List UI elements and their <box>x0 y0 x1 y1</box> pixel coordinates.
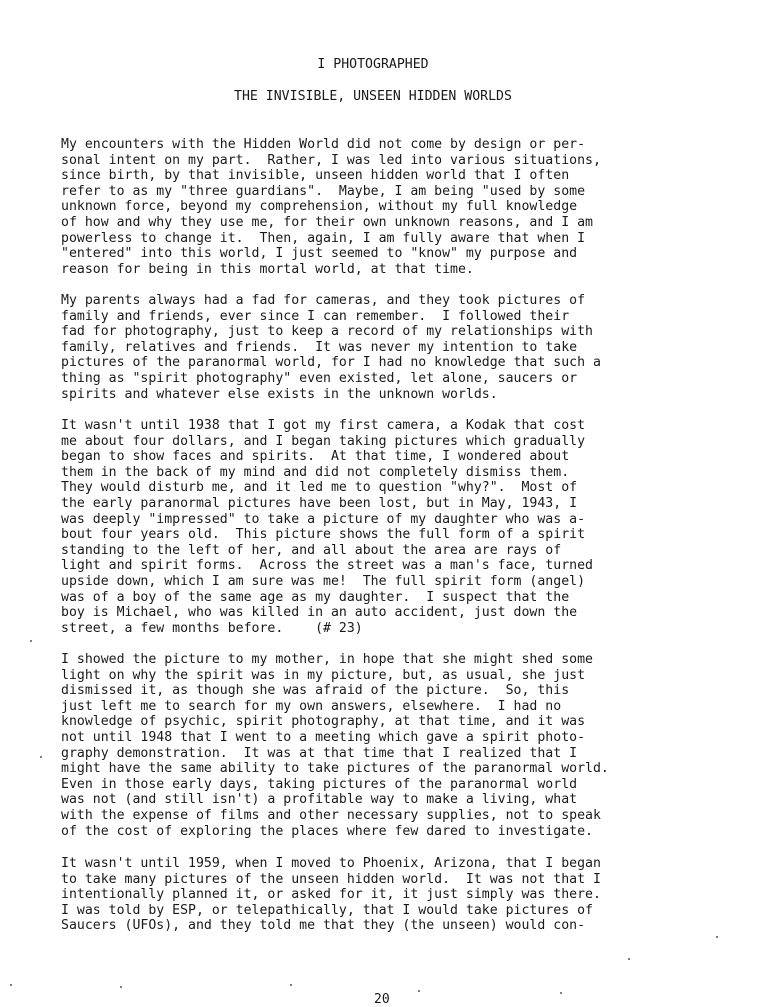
scan-speck <box>120 986 122 988</box>
paragraph-4 <box>61 652 609 839</box>
paragraph-3 <box>61 418 593 636</box>
text-line: "entered" into this world, I just seemed to "know" my purpose and <box>61 246 578 262</box>
text-line: spirits and whatever else exists in the unknown worlds. <box>61 386 498 402</box>
text-line: family, relatives and friends. It was never my intention to take <box>61 339 578 355</box>
scan-speck <box>716 936 718 938</box>
text-line: me about four dollars, and I began taking pictures which gradually <box>61 433 586 449</box>
text-line: I was told by ESP, or telepathically, that I would take pictures of <box>61 902 593 918</box>
scan-speck <box>10 984 12 986</box>
text-line: sonal intent on my part. Rather, I was led into various situations, <box>61 152 601 168</box>
text-line: graphy demonstration. It was at that time that I realized that I <box>61 745 578 761</box>
text-line: powerless to change it. Then, again, I am fully aware that when I <box>61 230 586 246</box>
text-line: the early paranormal pictures have been lost, but in May, 1943, I <box>61 495 578 511</box>
text-line: dismissed it, as though she was afraid of the picture. So, this <box>61 683 570 699</box>
text-line: boy is Michael, who was killed in an auto accident, just down the <box>61 605 578 621</box>
text-line: knowledge of psychic, spirit photography, at that time, and it was <box>61 714 586 730</box>
text-line: unknown force, beyond my comprehension, without my full knowledge <box>61 199 578 215</box>
text-line: them in the back of my mind and did not completely dismiss them. <box>61 464 570 480</box>
text-line: light and spirit forms. Across the street was a man's face, turned <box>61 558 593 574</box>
text-line: upside down, which I am sure was me! The full spirit form (angel) <box>61 573 586 589</box>
scan-speck <box>290 984 292 986</box>
scan-speck <box>560 992 562 994</box>
text-line: thing as "spirit photography" even existed, let alone, saucers or <box>61 370 578 386</box>
scan-speck <box>40 756 42 758</box>
text-line: They would disturb me, and it led me to question "why?". Most of <box>61 480 578 496</box>
text-line: Even in those early days, taking pictures of the paranormal world <box>61 776 578 792</box>
paragraph-1 <box>61 137 601 277</box>
text-line: I showed the picture to my mother, in hope that she might shed some <box>61 652 593 667</box>
paragraph-5 <box>61 856 601 934</box>
text-line: was of a boy of the same age as my daughter. I suspect that the <box>61 589 570 605</box>
text-line: to take many pictures of the unseen hidden world. It was not that I <box>61 871 601 887</box>
text-line: was not (and still isn't) a profitable way to make a living, what <box>61 792 578 808</box>
text-line: might have the same ability to take pictures of the paranormal world. <box>61 761 609 777</box>
scan-speck <box>628 958 630 960</box>
text-line: just left me to search for my own answers, elsewhere. I had no <box>61 698 562 714</box>
scan-speck <box>418 990 420 992</box>
text-line: street, a few months before. (# 23) <box>61 620 363 636</box>
text-line: My parents always had a fad for cameras, and they took pictures of <box>61 293 586 308</box>
text-line: with the expense of films and other necessary supplies, not to speak <box>61 807 601 823</box>
text-line: was deeply "impressed" to take a picture of my daughter who was a- <box>61 511 586 527</box>
page-title: I PHOTOGRAPHED <box>317 57 429 72</box>
text-line: standing to the left of her, and all about the area are rays of <box>61 542 562 558</box>
text-line: intentionally planned it, or asked for it, it just simply was there. <box>61 887 601 903</box>
page-subtitle: THE INVISIBLE, UNSEEN HIDDEN WORLDS <box>234 89 512 104</box>
text-line: pictures of the paranormal world, for I had no knowledge that such a <box>61 355 601 371</box>
text-line: light on why the spirit was in my picture, but, as usual, she just <box>61 667 586 683</box>
text-line: fad for photography, just to keep a record of my relationships with <box>61 324 593 340</box>
paragraph-2 <box>61 293 601 402</box>
text-line: began to show faces and spirits. At that time, I wondered about <box>61 449 570 465</box>
text-line: of the cost of exploring the places where few dared to investigate. <box>61 823 593 839</box>
text-line: reason for being in this mortal world, at that time. <box>61 261 474 277</box>
text-line: of how and why they use me, for their own unknown reasons, and I am <box>61 214 593 230</box>
text-line: since birth, by that invisible, unseen hidden world that I often <box>61 168 570 184</box>
text-line: bout four years old. This picture shows the full form of a spirit <box>61 527 586 543</box>
text-line: refer to as my "three guardians". Maybe, I am being "used by some <box>61 183 586 199</box>
scan-speck <box>30 640 32 642</box>
text-line: My encounters with the Hidden World did not come by design or per- <box>61 137 586 152</box>
text-line: It wasn't until 1938 that I got my first camera, a Kodak that cost <box>61 418 586 433</box>
text-line: family and friends, ever since I can remember. I followed their <box>61 308 570 324</box>
page-number: 20 <box>374 992 390 1007</box>
text-line: Saucers (UFOs), and they told me that they (the unseen) would con- <box>61 918 586 934</box>
text-line: It wasn't until 1959, when I moved to Phoenix, Arizona, that I began <box>61 856 601 871</box>
text-line: not until 1948 that I went to a meeting which gave a spirit photo- <box>61 729 586 745</box>
